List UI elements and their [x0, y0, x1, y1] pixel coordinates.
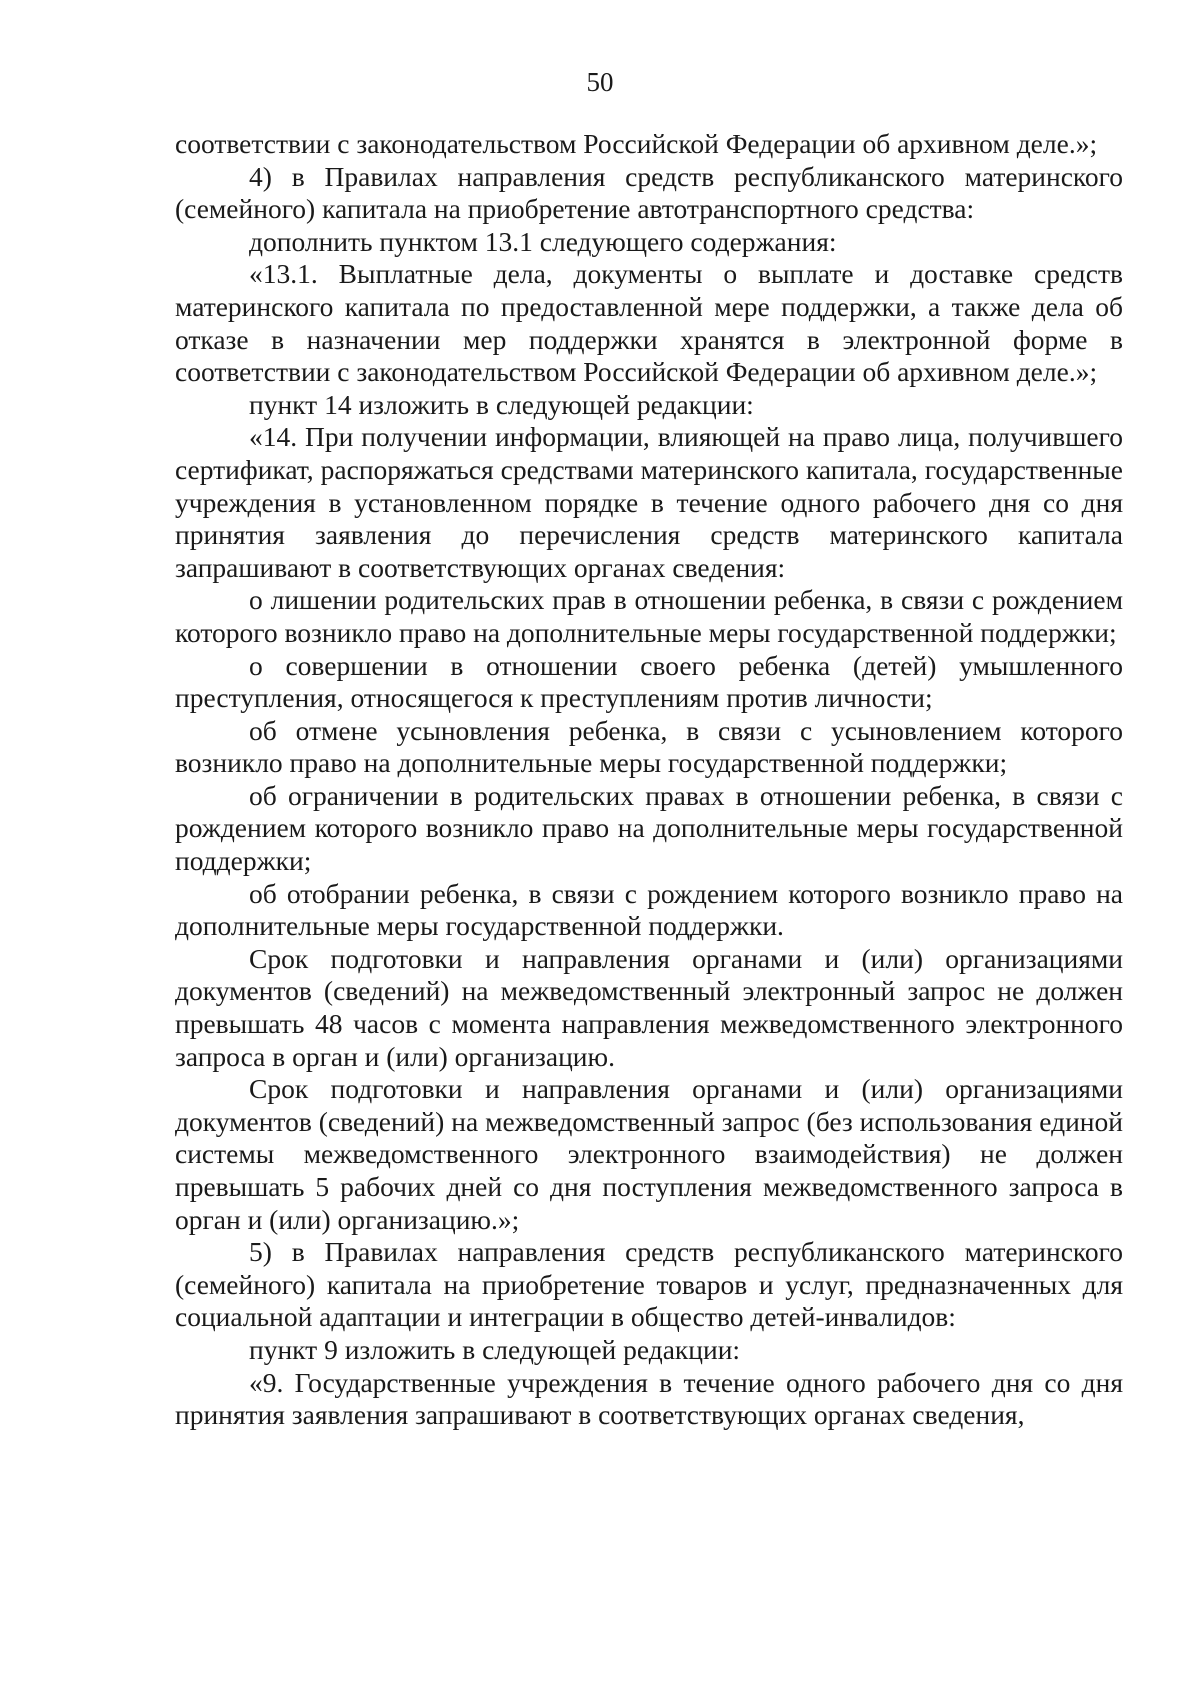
- paragraph: «14. При получении информации, влияющей на право лица, получившего сертификат, распоряжаться средствами материнского капитала, государственные учреждения в установленном порядке в течение одного рабочего дня со дня принятия заявления до перечисления средств материнского капитала запрашивают в соответствующих органах сведения:: [175, 421, 1123, 583]
- page-number: 50: [586, 67, 614, 97]
- paragraph: дополнить пунктом 13.1 следующего содержания:: [249, 225, 837, 257]
- paragraph: 5) в Правилах направления средств республиканского материнского (семейного) капитала на приобретение товаров и услуг, предназначенных для социальной адаптации и интеграции в общество детей-инвалидов:: [175, 1236, 1123, 1333]
- paragraph: «9. Государственные учреждения в течение одного рабочего дня со дня принятия заявления запрашивают в соответствующих органах сведения,: [175, 1366, 1123, 1431]
- paragraph: «13.1. Выплатные дела, документы о выплате и доставке средств материнского капитала по предоставленной мере поддержки, а также дела об отказе в назначении мер поддержки хранятся в электронной форме в соответствии с законодательством Российской Федерации об архивном деле.»;: [175, 258, 1123, 388]
- paragraph: пункт 9 изложить в следующей редакции:: [249, 1333, 741, 1365]
- paragraph: об ограничении в родительских правах в отношении ребенка, в связи с рождением которого возникло право на дополнительные меры государственной поддержки;: [175, 779, 1123, 877]
- paragraph: 4) в Правилах направления средств республиканского материнского (семейного) капитала на приобретение автотранспортного средства:: [175, 160, 1123, 225]
- paragraph: о совершении в отношении своего ребенка (детей) умышленного преступления, относящегося к преступлениям против личности;: [175, 649, 1123, 714]
- paragraph: об отобрании ребенка, в связи с рождением которого возникло право на дополнительные меры государственной поддержки.: [175, 877, 1123, 942]
- paragraph: Срок подготовки и направления органами и (или) организациями документов (сведений) на межведомственный запрос (без использования единой системы межведомственного электронного взаимодействия) не должен превышать 5 рабочих дней со дня поступления межведомственного запроса в орган и (или) организацию.»;: [175, 1073, 1123, 1235]
- paragraph: соответствии с законодательством Российской Федерации об архивном деле.»;: [175, 128, 1098, 159]
- paragraph: пункт 14 изложить в следующей редакции:: [249, 388, 754, 420]
- paragraph: об отмене усыновления ребенка, в связи с усыновлением которого возникло право на дополнительные меры государственной поддержки;: [175, 714, 1123, 779]
- paragraph: Срок подготовки и направления органами и (или) организациями документов (сведений) на межведомственный электронный запрос не должен превышать 48 часов с момента направления межведомственного электронного запроса в орган и (или) организацию.: [175, 942, 1123, 1072]
- document-body: [175, 128, 1123, 1432]
- paragraph: о лишении родительских прав в отношении ребенка, в связи с рождением которого возникло право на дополнительные меры государственной поддержки;: [175, 584, 1123, 648]
